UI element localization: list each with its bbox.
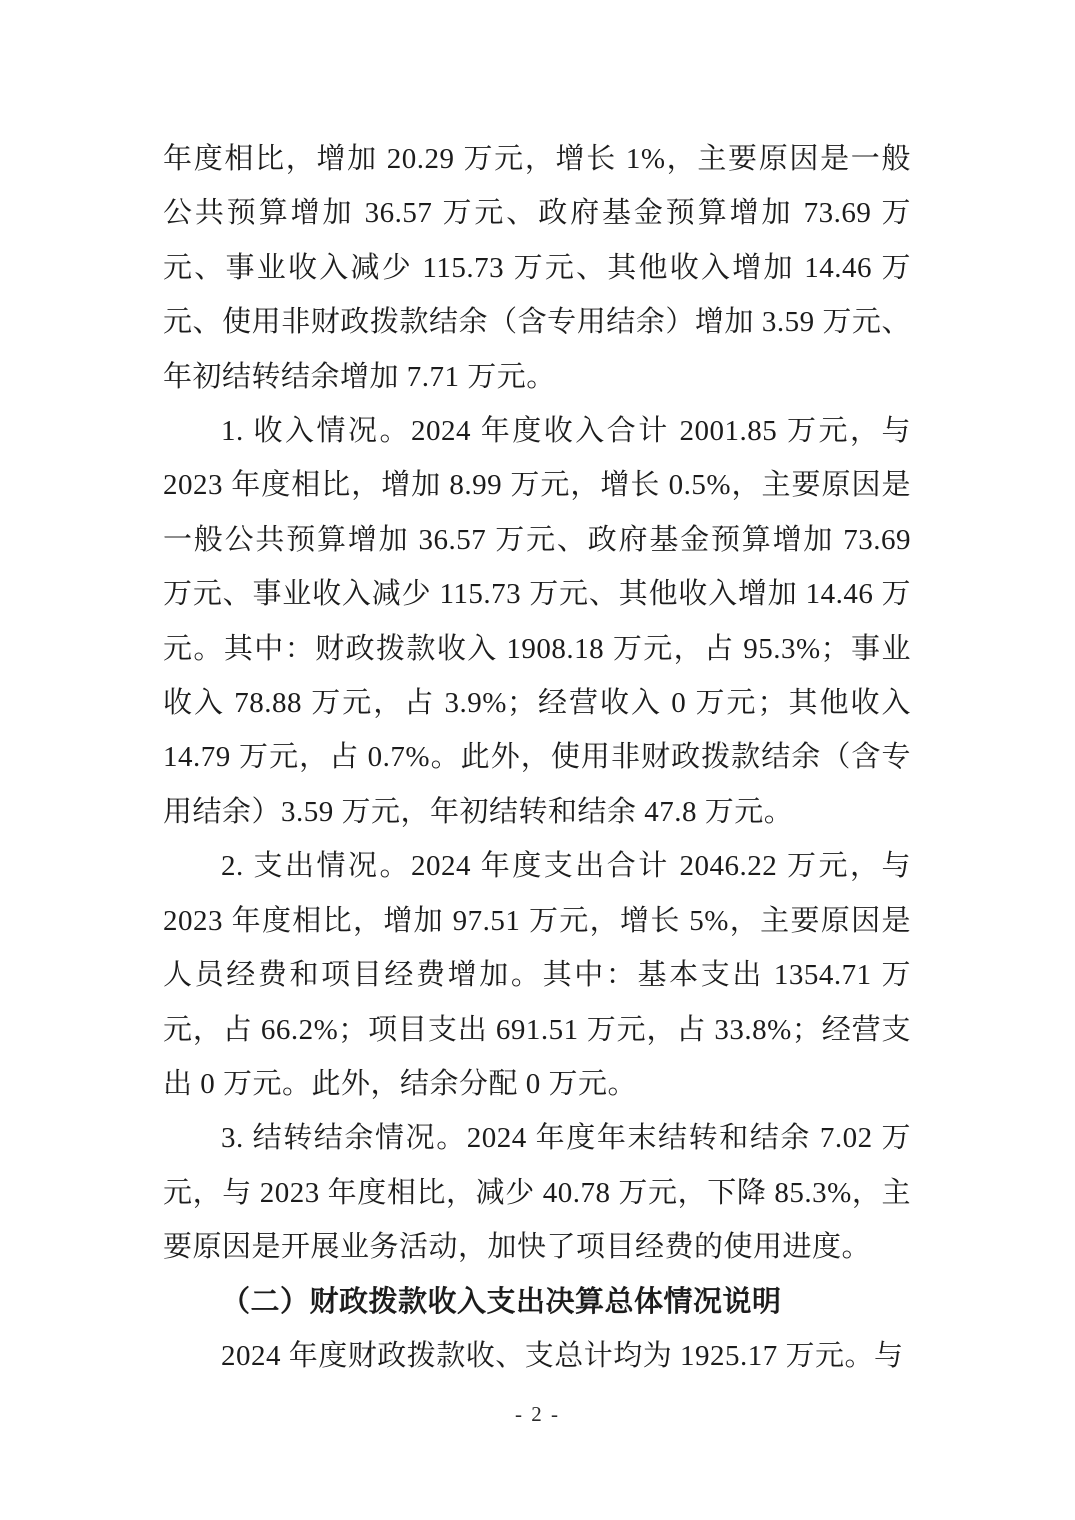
page-number: - 2 - — [515, 1402, 560, 1426]
paragraph-income-situation: 1. 收入情况。2024 年度收入合计 2001.85 万元，与 2023 年度相比，增加 8.99 万元，增长 0.5%，主要原因是一般公共预算增加 36.57 万元、政府基金预算增加 73.69 万元、事业收入减少 115.73 万元、其他收入增加 14.46 万元。其中：财政拨款收入 1908.18 万元，占 95.3%；事业收入 78.88 万元，占 3.9%；经营收入 0 万元；其他收入 14.79 万元，占 0.7%。此外，使用非财政拨款结余（含专用结余）3.59 万元，年初结转和结余 47.8 万元。 — [163, 415, 911, 828]
paragraph-expenditure-situation: 2. 支出情况。2024 年度支出合计 2046.22 万元，与 2023 年度相比，增加 97.51 万元，增长 5%，主要原因是人员经费和项目经费增加。其中：基本支出 1354.71 万元，占 66.2%；项目支出 691.51 万元，占 33.8%；经营支出 0 万元。此外，结余分配 0 万元。 — [163, 850, 911, 1100]
document-body — [163, 132, 911, 1383]
paragraph-fiscal-appropriation-total: 2024 年度财政拨款收、支总计均为 1925.17 万元。与 — [221, 1339, 904, 1372]
paragraph-carryover-situation: 3. 结转结余情况。2024 年度年末结转和结余 7.02 万元，与 2023 年度相比，减少 40.78 万元，下降 85.3%，主要原因是开展业务活动，加快了项目经费的使用进度。 — [163, 1122, 911, 1264]
section-heading: （二）财政拨款收入支出决算总体情况说明 — [221, 1285, 782, 1318]
paragraph-continuation-overview: 年度相比，增加 20.29 万元，增长 1%，主要原因是一般公共预算增加 36.57 万元、政府基金预算增加 73.69 万元、事业收入减少 115.73 万元、其他收入增加 14.46 万元、使用非财政拨款结余（含专用结余）增加 3.59 万元、年初结转结余增加 7.71 万元。 — [163, 143, 911, 393]
